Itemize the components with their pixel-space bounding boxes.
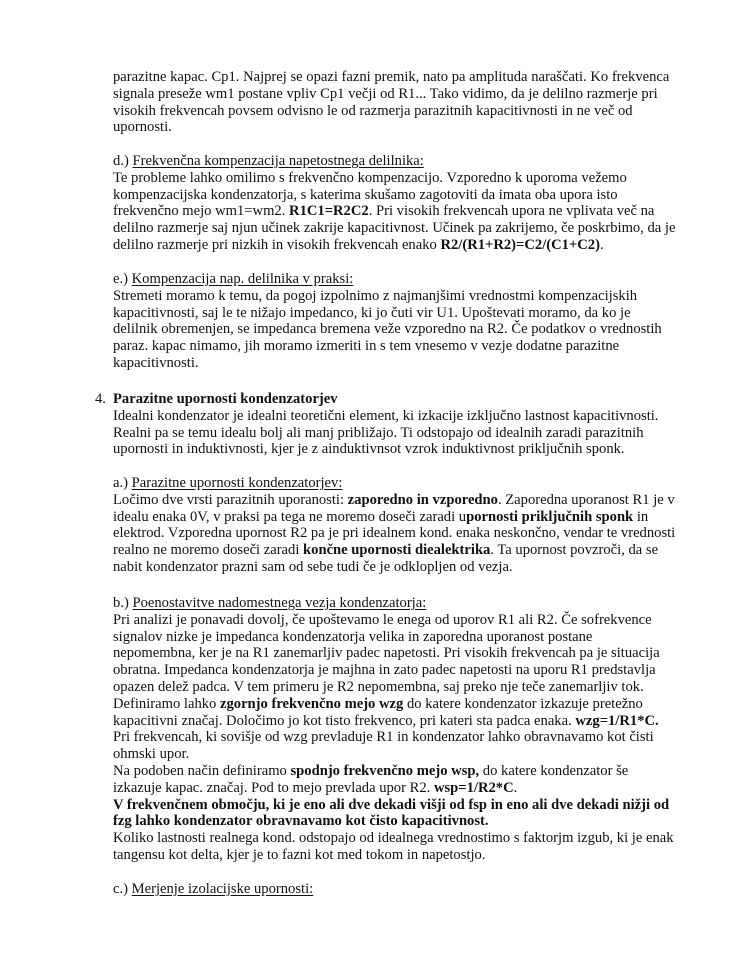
intro-paragraph [113,69,693,136]
bold-term: končne upornosti diealektrika [303,542,491,559]
text-line: Pri frekvencah, ki sovišje od wzg prevladuje R1 in kondenzator lahko obravnavamo kot čisti [113,729,654,746]
chapter-title: Parazitne upornosti kondenzatorjev [113,391,338,407]
section-title: Poenostavitve nadomestnega vezja kondenzatorja: [132,595,427,611]
section-prefix: d.) [113,153,133,169]
text-run: izkazuje kapac. značaj. Pod to mejo prevlada upor R2. [113,779,434,796]
text-line [113,203,693,220]
text-run: realno ne moremo doseči zaradi [113,542,304,559]
text-line: upornosti in induktivnosti, kjer je z ainduktivnsot vzrok induktivnost priključnih sponk. [113,441,625,458]
bold-formula: wzg=1/R1*C. [575,712,659,729]
text-line [113,542,693,559]
bold-statement: fzg lahko kondenzator obravnavamo kot čisto kapacitivnost. [113,813,489,830]
text-line: Te probleme lahko omilimo s frekvenčno kompenzacijo. Vzporedno k uporoma vežemo [113,169,627,186]
text-line: nepomembna, ker je na R1 zanemarljiv padec napetosti. Pri visokih frekvencah pa je situacija [113,645,660,662]
text-run: . Zaporedna uporanost R1 je v [497,491,675,508]
bold-formula: R1C1=R2C2 [289,203,369,220]
text-run: frekvenčno mejo wm1=wm2. [113,203,290,220]
section-heading [113,153,693,170]
text-line [113,492,693,509]
bold-formula: wsp=1/R2*C [433,779,514,796]
bold-term: spodnjo frekvenčno mejo wsp, [290,762,480,779]
text-line: Stremeti moramo k temu, da pogoj izpolnimo z najmanjšimi vrednostmi kompenzacijskih [113,287,638,304]
text-line: kapacitivnosti, saj le te nižajo impedanco, ki jo čuti vir U1. Upoštevati moramo, da ko je [113,304,631,321]
text-line [113,237,693,254]
text-run: do katere kondenzator še [479,762,629,779]
text-line: Idealni kondenzator je idealni teoretični element, ki izkacije izključno lastnost kapacitivnosti. [113,407,659,424]
section-4c [113,881,693,898]
text-line [113,763,693,780]
text-line: tangensu kot delta, kjer je to fazni kot med tokom in napetostjo. [113,846,486,863]
section-prefix: e.) [113,271,132,287]
section-prefix: c.) [113,881,132,897]
list-number: 4. [95,391,106,407]
text-run: . Ta upornost povzroči, da se [490,542,659,559]
text-line: signala preseže wm1 postane vpliv Cp1 večji od R1... Tako vidimo, da je delilno razmerje pri [113,85,658,102]
text-run: Definiramo lahko [113,695,220,712]
text-line [113,696,693,713]
text-run: do katere kondenzator izkazuje pretežno [403,695,643,712]
text-line [113,780,693,797]
text-line: Pri analizi je ponavadi dovolj, če upoštevamo le enega od uporov R1 ali R2. Če sofrekvence [113,611,652,628]
section-prefix: b.) [113,595,133,611]
text-line: Realni pa se temu idealu bolj ali manj približajo. Ti odstopajo od idealnih zaradi parazitnih [113,424,644,441]
section-title: Frekvenčna kompenzacija napetostnega delilnika: [132,153,424,169]
text-line: opazen delež padca. V tem primeru je R2 nepomembna, saj preko nje teče zanemarljiv tok. [113,678,644,695]
text-line [113,509,693,526]
text-line: obratna. Impedanca kondenzatorja je majhna in zato padec napetosti na uporu R1 predstavlja [113,662,656,679]
text-run: . [599,236,604,253]
text-line: paraz. kapac nimamo, jih moramo izmeriti in s tem vnesemo v vezje dodatne parazitne [113,338,620,355]
text-run: in [633,508,649,525]
chapter-4 [113,391,693,458]
text-line: Koliko lastnosti realnega kond. odstopajo od idealnega vrednostimo s faktorjm izgub, ki je enak [113,830,674,847]
section-title: Merjenje izolacijske upornosti: [131,881,314,897]
text-line: kompenzacijska kondenzatorja, s katerima skušamo zagotoviti da imata oba upora isto [113,186,618,203]
bold-formula: R2/(R1+R2)=C2/(C1+C2) [440,236,600,253]
bold-text-line [113,813,693,830]
text-line: nabit kondenzator prazni sam od sebe tudi če je odklopljen od vezja. [113,558,513,575]
text-line: upornosti. [113,119,172,136]
section-title: Parazitne upornosti kondenzatorjev: [131,475,343,491]
text-line: visokih frekvencah povsem odvisno le od razmerja parazitnih kapacitivnosti in ne več od [113,102,633,119]
section-e [113,271,693,372]
text-line: parazitne kapac. Cp1. Najprej se opazi fazni premik, nato pa amplituda naraščati. Ko frekvenca [113,69,670,85]
bold-text-line [113,797,693,814]
text-run: delilno razmerje pri nizkih in visokih frekvencah enako [113,236,441,253]
section-title: Kompenzacija nap. delilnika v praksi: [131,271,354,287]
text-line: elektrod. Vzporedna upornost R2 pa je pri idealnem kond. enaka neskončno, vendar te vrednosti [113,525,676,542]
section-heading [113,271,693,288]
text-line: delilno razmerje saj njun učinek zakrije kapacitivnost. Učinek pa zakrijemo, če poskrbimo, da je [113,220,676,237]
text-line: kapacitivnosti. [113,354,199,371]
bold-term: zaporedno in vzporedno [347,491,498,508]
section-heading [113,595,693,612]
section-prefix: a.) [113,475,132,491]
section-heading [113,881,693,898]
section-4b [113,595,693,864]
text-line: delilnik obremenjen, se impedanca bremena veže vzporedno na R2. Če podatkov o vrednostih [113,321,662,338]
text-run: idealu enaka 0V, v praksi pa tega ne moremo doseči zaradi u [113,508,467,525]
text-run: . Pri visokih frekvencah upora ne vplivata več na [368,203,655,220]
section-d [113,153,693,254]
text-line [113,713,693,730]
text-run: Na podoben način definiramo [113,762,291,779]
text-line: ohmski upor. [113,746,190,763]
text-run: . [513,779,518,796]
section-4a [113,475,693,576]
bold-term: pornosti priključnih sponk [466,508,634,525]
text-line: signalov nizke je impedanca kondenzatorja velika in zaporedna uporanost postane [113,628,593,645]
bold-statement: V frekvenčnem območju, ki je eno ali dve dekadi višji od fsp in eno ali dve dekadi nižji od [113,796,670,813]
bold-term: zgornjo frekvenčno mejo wzg [220,695,404,712]
section-heading [113,475,693,492]
chapter-heading [113,391,693,408]
text-run: kapacitivni značaj. Določimo jo kot tisto frekvenco, pri kateri sta padca enaka. [113,712,576,729]
text-run: Ločimo dve vrsti parazitnih uporanosti: [113,491,348,508]
